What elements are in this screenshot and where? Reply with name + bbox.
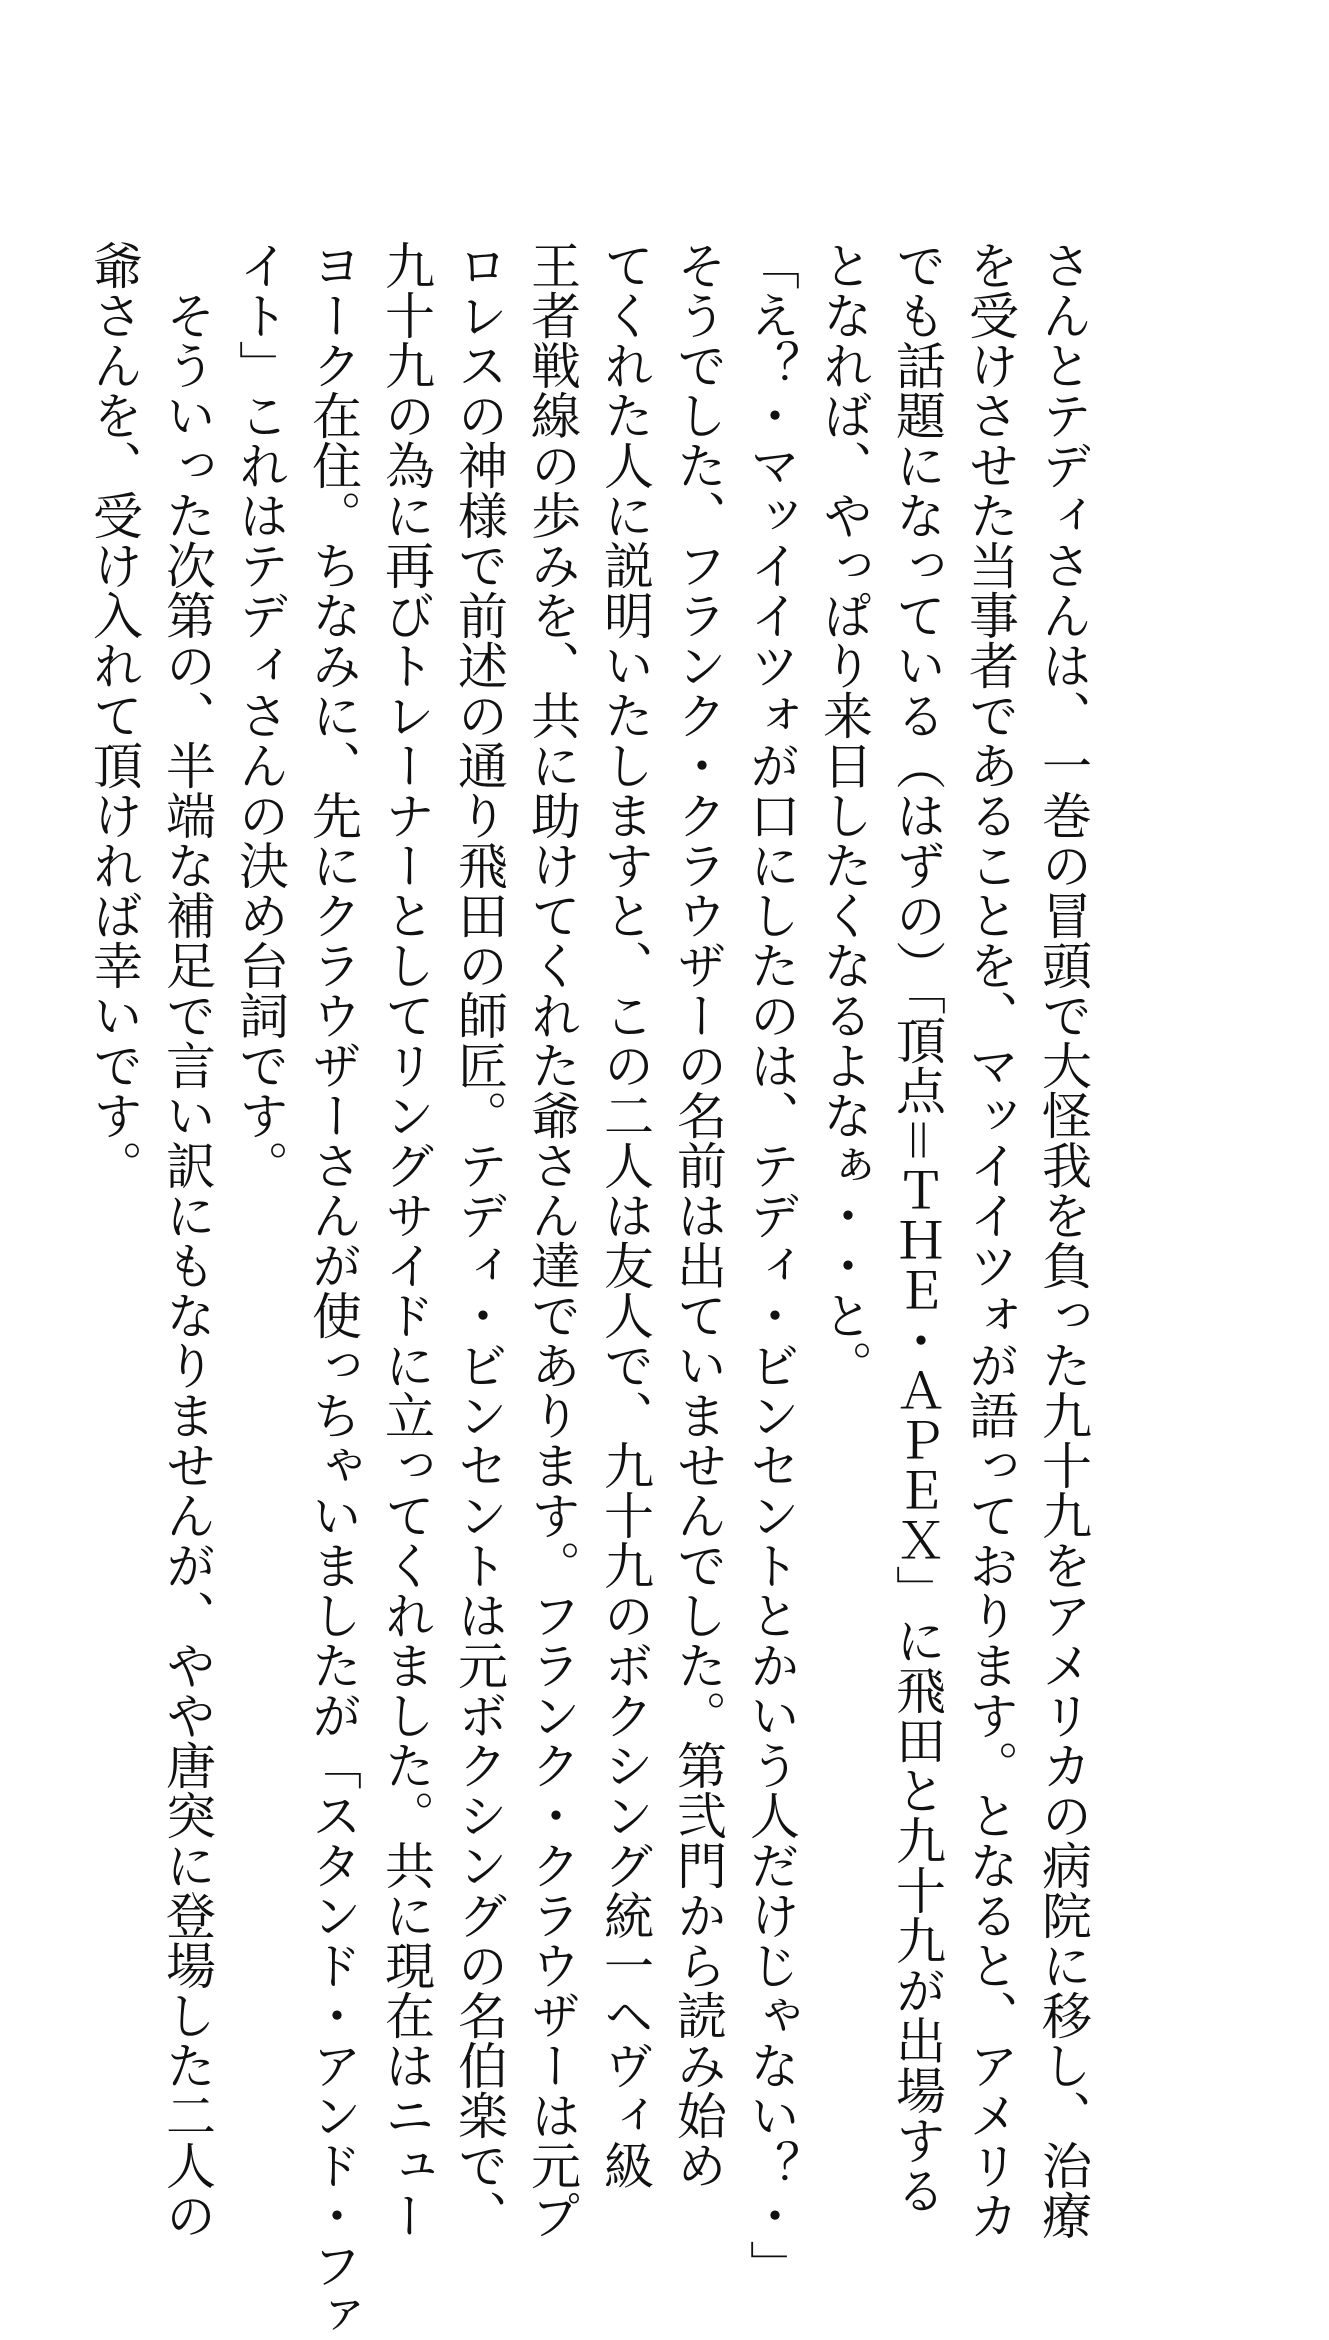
text-line: 「え？・マッイイツォが口にしたのは、テディ・ビンセントとかいう人だけじゃない？・」 bbox=[742, 240, 800, 2290]
text-line: そういった次第の、半端な補足で言い訳にもなりませんが、やや唐突に登場した二人の bbox=[158, 240, 216, 2240]
text-line: イト」これはテディさんの決め台詞です。 bbox=[231, 240, 289, 1190]
text-line: てくれた人に説明いたしますと、この二人は友人で、九十九のボクシング統一ヘヴィ級 bbox=[596, 240, 654, 2190]
text-line: 九十九の為に再びトレーナーとしてリングサイドに立ってくれました。共に現在はニュー bbox=[377, 240, 435, 2240]
text-line: を受けさせた当事者であることを、マッイイツォが語っております。となると、アメリカ bbox=[961, 240, 1019, 2240]
text-line: そうでした、フランク・クラウザーの名前は出ていませんでした。第弐門から読み始め bbox=[669, 240, 727, 2190]
text-line: でも話題になっている（はずの）「頂点＝ＴＨＥ・ＡＰＥＸ」に飛田と九十九が出場する bbox=[888, 240, 946, 2215]
text-line: ヨーク在住。ちなみに、先にクラウザーさんが使っちゃいましたが「スタンド・アンド・ファ bbox=[304, 240, 362, 2340]
text-line: となれば、やっぱり来日したくなるよなぁ・・と。 bbox=[815, 240, 873, 1390]
vertical-text-body bbox=[77, 240, 1099, 2340]
text-line: ロレスの神様で前述の通り飛田の師匠。テディ・ビンセントは元ボクシングの名伯楽で、 bbox=[450, 240, 508, 2240]
text-line: 王者戦線の歩みを、共に助けてくれた爺さん達であります。フランク・クラウザーは元プ bbox=[523, 240, 581, 2240]
text-line: さんとテディさんは、一巻の冒頭で大怪我を負った九十九をアメリカの病院に移し、治療 bbox=[1034, 240, 1092, 2240]
text-line: 爺さんを、受け入れて頂ければ幸いです。 bbox=[85, 240, 143, 1190]
